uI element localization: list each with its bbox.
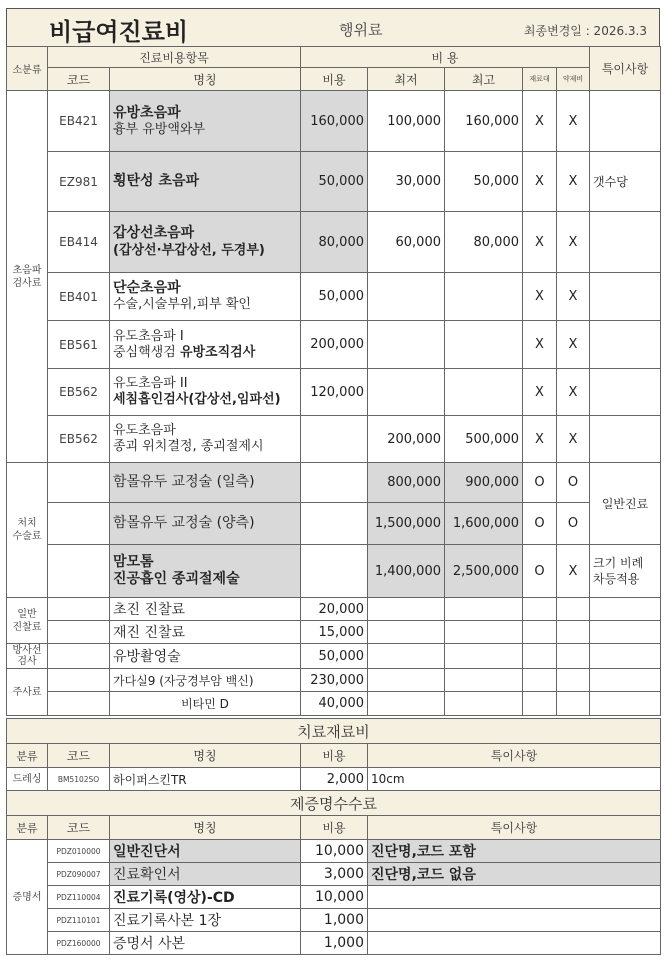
row-min xyxy=(368,321,445,369)
col-category: 분류 xyxy=(7,816,48,840)
category-injection: 주사료 xyxy=(7,669,48,716)
row-note xyxy=(590,91,661,152)
row-material: X xyxy=(523,273,557,321)
row-code xyxy=(48,598,110,621)
row-name: 유방촬영술 xyxy=(110,644,301,669)
row-drug: X xyxy=(557,416,590,463)
row-material xyxy=(523,669,557,692)
row-fee: 50,000 xyxy=(301,644,368,669)
row-drug xyxy=(557,598,590,621)
table-row xyxy=(7,932,661,955)
row-min: 800,000 xyxy=(368,463,445,503)
row-max xyxy=(445,621,523,644)
row-note xyxy=(590,369,661,416)
row-fee xyxy=(301,416,368,463)
row-material: X xyxy=(523,91,557,152)
row-max: 500,000 xyxy=(445,416,523,463)
row-min xyxy=(368,598,445,621)
row-fee: 50,000 xyxy=(301,273,368,321)
row-fee: 40,000 xyxy=(301,692,368,716)
row-min: 30,000 xyxy=(368,152,445,212)
row-max xyxy=(445,669,523,692)
row-fee: 1,000 xyxy=(301,932,368,955)
row-min: 1,500,000 xyxy=(368,503,445,545)
col-drug: 약제비 xyxy=(557,68,590,91)
row-name: 갑상선초음파 (갑상선·부갑상선, 두경부) xyxy=(110,212,301,273)
row-fee: 10,000 xyxy=(301,886,368,909)
row-material: O xyxy=(523,545,557,598)
row-material xyxy=(523,598,557,621)
col-max: 최고 xyxy=(445,68,523,91)
category-procedure: 처치 수술료 xyxy=(7,463,48,598)
row-min xyxy=(368,669,445,692)
row-fee xyxy=(301,463,368,503)
category-ultrasound: 초음파 검사료 xyxy=(7,91,48,463)
table-row xyxy=(7,321,661,369)
row-fee: 1,000 xyxy=(301,909,368,932)
row-name: 유도초음파 II 세침흡인검사(갑상선,임파선) xyxy=(110,369,301,416)
table-row xyxy=(7,463,661,503)
row-name: 함몰유두 교정술 (일측) xyxy=(110,463,301,503)
row-code: PDZ110004 xyxy=(48,886,110,909)
certificates-section-title: 제증명수수료 xyxy=(7,791,661,816)
row-name: 하이퍼스킨TR xyxy=(110,768,301,791)
row-code: EB561 xyxy=(48,321,110,369)
col-fee: 비용 xyxy=(301,816,368,840)
col-group-item: 진료비용항목 xyxy=(48,47,301,68)
row-code: EB401 xyxy=(48,273,110,321)
page-subtitle: 행위료 xyxy=(339,21,383,39)
row-fee: 80,000 xyxy=(301,212,368,273)
row-name: 진료확인서 xyxy=(110,863,301,886)
page-title: 비급여진료비 xyxy=(49,18,189,46)
row-note xyxy=(368,909,661,932)
row-fee: 160,000 xyxy=(301,91,368,152)
row-note xyxy=(368,886,661,909)
row-material: X xyxy=(523,369,557,416)
row-name: 증명서 사본 xyxy=(110,932,301,955)
table-row xyxy=(7,503,661,545)
row-max: 2,500,000 xyxy=(445,545,523,598)
row-fee: 50,000 xyxy=(301,152,368,212)
table-row xyxy=(7,212,661,273)
row-code: PDZ110101 xyxy=(48,909,110,932)
row-note xyxy=(368,932,661,955)
table-row xyxy=(7,273,661,321)
row-max xyxy=(445,273,523,321)
col-fee: 비용 xyxy=(301,68,368,91)
title-bar xyxy=(6,8,660,46)
col-note: 특이사항 xyxy=(590,47,661,91)
table-row xyxy=(7,886,661,909)
row-code xyxy=(48,545,110,598)
row-note xyxy=(590,644,661,669)
row-material xyxy=(523,644,557,669)
row-code: EB562 xyxy=(48,369,110,416)
row-fee: 230,000 xyxy=(301,669,368,692)
row-material: X xyxy=(523,152,557,212)
table-row xyxy=(7,863,661,886)
row-drug xyxy=(557,692,590,716)
row-max: 900,000 xyxy=(445,463,523,503)
col-code: 코드 xyxy=(48,744,110,768)
row-drug: X xyxy=(557,369,590,416)
updated-date: 최종변경일 : 2026.3.3 xyxy=(523,24,647,38)
row-note xyxy=(590,669,661,692)
row-min xyxy=(368,692,445,716)
row-max xyxy=(445,644,523,669)
table-row xyxy=(7,621,661,644)
row-drug: X xyxy=(557,321,590,369)
row-drug: O xyxy=(557,463,590,503)
row-drug: O xyxy=(557,503,590,545)
row-note: 진단명,코드 포함 xyxy=(368,840,661,863)
row-name: 초진 진찰료 xyxy=(110,598,301,621)
row-max xyxy=(445,369,523,416)
row-note xyxy=(590,598,661,621)
row-name: 유도초음파 종괴 위치결정, 종괴절제시 xyxy=(110,416,301,463)
row-name: 단순초음파 수술,시술부위,피부 확인 xyxy=(110,273,301,321)
row-name: 유도초음파 I 중심핵생검 유방조직검사 xyxy=(110,321,301,369)
row-note xyxy=(590,321,661,369)
row-note xyxy=(590,692,661,716)
row-material xyxy=(523,692,557,716)
row-max xyxy=(445,321,523,369)
row-material xyxy=(523,621,557,644)
col-material: 재료대 xyxy=(523,68,557,91)
row-name: 함몰유두 교정술 (양측) xyxy=(110,503,301,545)
row-code xyxy=(48,503,110,545)
row-note xyxy=(590,416,661,463)
materials-section-title-row xyxy=(7,719,661,744)
category-radiology: 방사선 검사 xyxy=(7,644,48,669)
row-fee: 15,000 xyxy=(301,621,368,644)
row-code: PDZ090007 xyxy=(48,863,110,886)
row-code: PDZ010000 xyxy=(48,840,110,863)
row-name: 진료기록(영상)-CD xyxy=(110,886,301,909)
certificates-section-title-row xyxy=(7,791,661,816)
table-row xyxy=(7,692,661,716)
row-note xyxy=(590,621,661,644)
row-drug xyxy=(557,644,590,669)
row-note: 10cm xyxy=(368,768,661,791)
col-note: 특이사항 xyxy=(368,744,661,768)
table-row xyxy=(7,768,661,791)
row-fee: 200,000 xyxy=(301,321,368,369)
row-code xyxy=(48,669,110,692)
col-code: 코드 xyxy=(48,68,110,91)
row-min: 200,000 xyxy=(368,416,445,463)
category-certificate: 증명서 xyxy=(7,840,48,955)
row-material: O xyxy=(523,503,557,545)
row-fee: 2,000 xyxy=(301,768,368,791)
row-material: X xyxy=(523,416,557,463)
row-max: 50,000 xyxy=(445,152,523,212)
table-row xyxy=(7,669,661,692)
row-min: 100,000 xyxy=(368,91,445,152)
col-fee: 비용 xyxy=(301,744,368,768)
col-name: 명칭 xyxy=(110,816,301,840)
col-category: 소분류 xyxy=(7,47,48,91)
row-note: 크기 비례 차등적용 xyxy=(590,545,661,598)
row-note: 갯수당 xyxy=(590,152,661,212)
row-name: 유방초음파 흉부 유방액와부 xyxy=(110,91,301,152)
row-code: BM5102SO xyxy=(48,768,110,791)
row-drug: X xyxy=(557,545,590,598)
row-fee xyxy=(301,503,368,545)
row-max: 160,000 xyxy=(445,91,523,152)
row-min xyxy=(368,621,445,644)
row-drug: X xyxy=(557,91,590,152)
col-min: 최저 xyxy=(368,68,445,91)
table-row xyxy=(7,369,661,416)
row-min xyxy=(368,273,445,321)
row-note xyxy=(590,212,661,273)
materials-section-title: 치료재료비 xyxy=(7,719,661,744)
row-fee: 10,000 xyxy=(301,840,368,863)
category-general: 일반 진찰료 xyxy=(7,598,48,644)
row-drug xyxy=(557,669,590,692)
table-row xyxy=(7,598,661,621)
row-material: X xyxy=(523,321,557,369)
row-code: EB414 xyxy=(48,212,110,273)
procedure-note: 일반진료 xyxy=(590,463,661,545)
row-name: 맘모톰 진공흡인 종괴절제술 xyxy=(110,545,301,598)
row-material: X xyxy=(523,212,557,273)
row-fee: 120,000 xyxy=(301,369,368,416)
table-row xyxy=(7,840,661,863)
table-row xyxy=(7,152,661,212)
row-drug: X xyxy=(557,212,590,273)
row-code xyxy=(48,463,110,503)
col-category: 분류 xyxy=(7,744,48,768)
row-fee xyxy=(301,545,368,598)
table-row xyxy=(7,416,661,463)
row-min xyxy=(368,369,445,416)
table-row xyxy=(7,91,661,152)
row-fee: 20,000 xyxy=(301,598,368,621)
row-name: 일반진단서 xyxy=(110,840,301,863)
col-code: 코드 xyxy=(48,816,110,840)
row-max: 80,000 xyxy=(445,212,523,273)
certificates-header-row xyxy=(7,816,661,840)
row-name: 비타민 D xyxy=(110,692,301,716)
row-name: 횡탄성 초음파 xyxy=(110,152,301,212)
table-row xyxy=(7,909,661,932)
row-code: PDZ160000 xyxy=(48,932,110,955)
row-min: 60,000 xyxy=(368,212,445,273)
col-group-cost: 비 용 xyxy=(301,47,590,68)
row-code: EZ981 xyxy=(48,152,110,212)
row-max xyxy=(445,692,523,716)
col-note: 특이사항 xyxy=(368,816,661,840)
row-name: 재진 진찰료 xyxy=(110,621,301,644)
row-fee: 3,000 xyxy=(301,863,368,886)
row-material: O xyxy=(523,463,557,503)
row-drug: X xyxy=(557,273,590,321)
materials-header-row xyxy=(7,744,661,768)
row-min xyxy=(368,644,445,669)
row-code xyxy=(48,621,110,644)
header-row-1 xyxy=(7,47,661,68)
row-note xyxy=(590,273,661,321)
row-name: 가다실9 (자궁경부암 백신) xyxy=(110,669,301,692)
row-note: 진단명,코드 없음 xyxy=(368,863,661,886)
header-row-2 xyxy=(7,68,661,91)
main-fee-table xyxy=(6,46,661,716)
table-row xyxy=(7,545,661,598)
row-drug: X xyxy=(557,152,590,212)
row-code: EB421 xyxy=(48,91,110,152)
row-code: EB562 xyxy=(48,416,110,463)
table-row xyxy=(7,644,661,669)
col-name: 명칭 xyxy=(110,744,301,768)
row-drug xyxy=(557,621,590,644)
row-min: 1,400,000 xyxy=(368,545,445,598)
row-code xyxy=(48,692,110,716)
row-code xyxy=(48,644,110,669)
row-category: 드레싱 xyxy=(7,768,48,791)
row-max xyxy=(445,598,523,621)
row-max: 1,600,000 xyxy=(445,503,523,545)
row-name: 진료기록사본 1장 xyxy=(110,909,301,932)
col-name: 명칭 xyxy=(110,68,301,91)
materials-certificates-table xyxy=(6,718,661,955)
